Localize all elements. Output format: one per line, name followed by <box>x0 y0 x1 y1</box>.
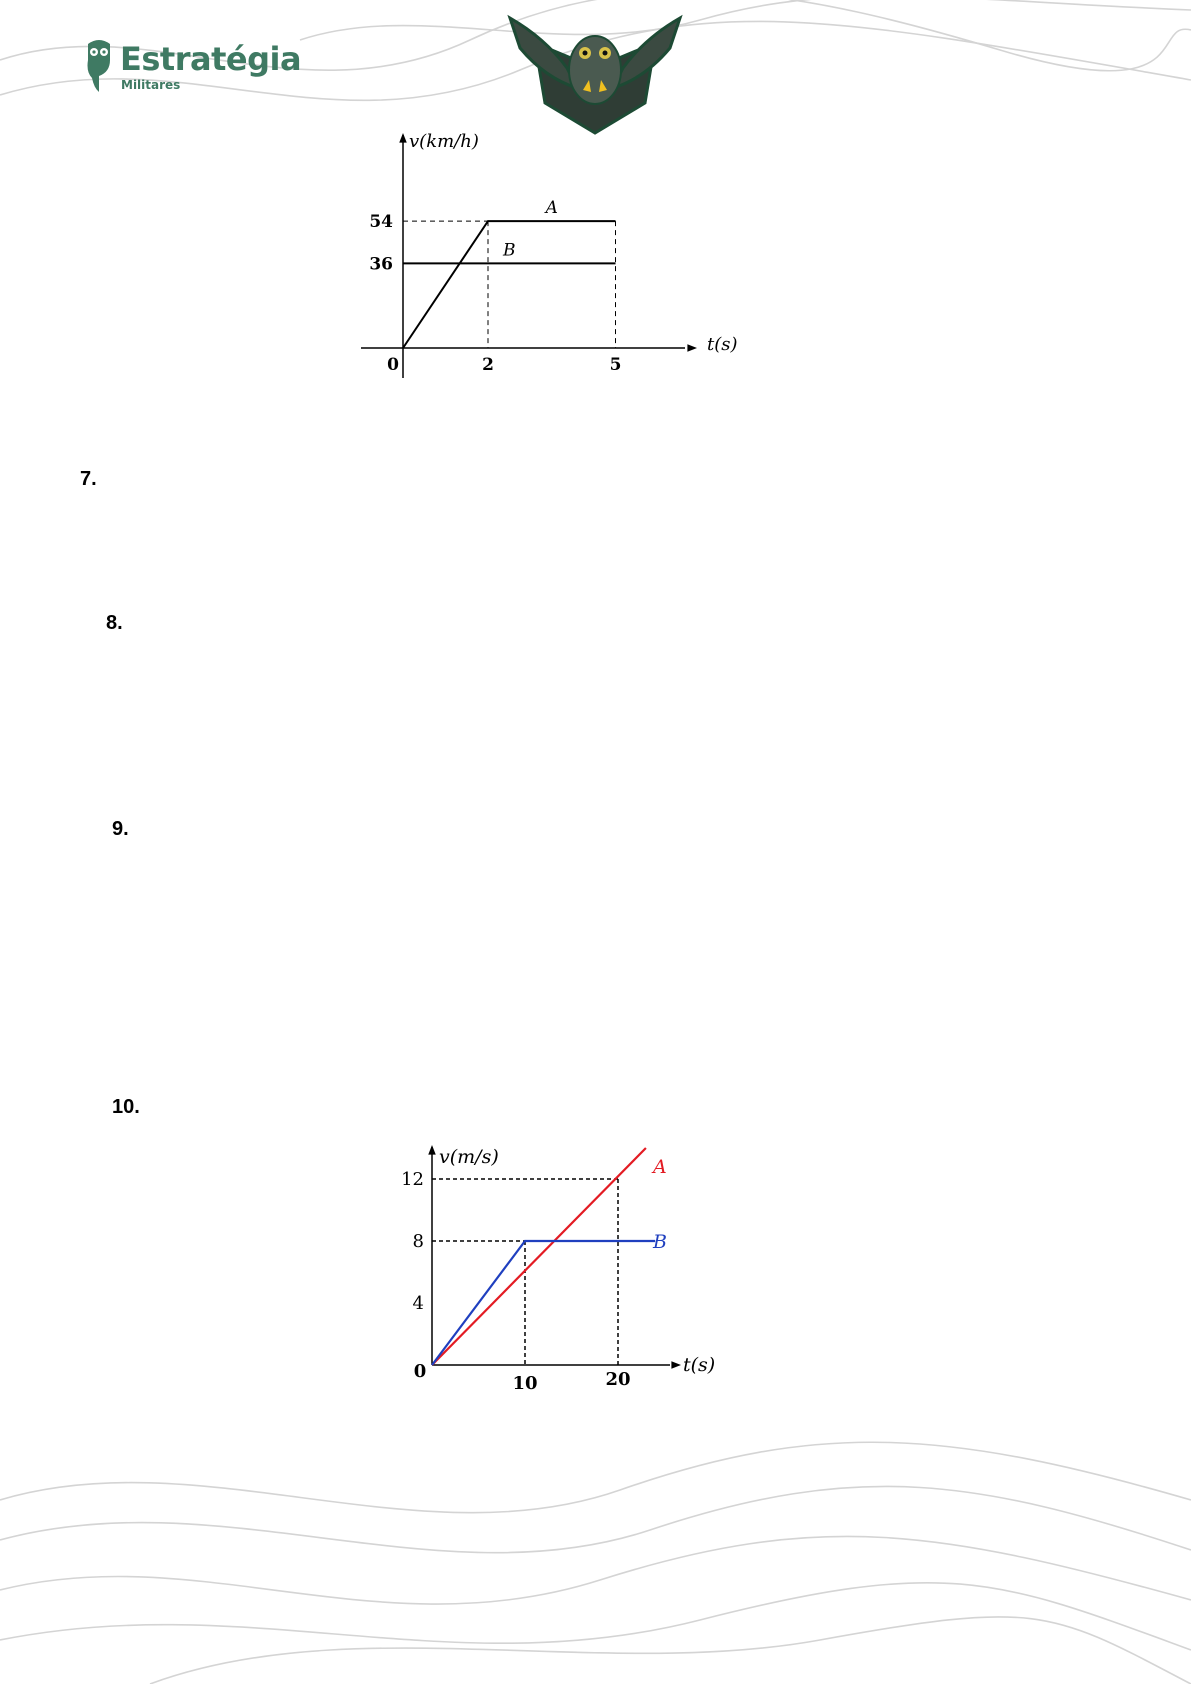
x-axis-arrow <box>687 344 697 352</box>
series-line-b <box>432 1241 655 1365</box>
series-label-b: B <box>503 240 516 261</box>
y-tick-label-12: 12 <box>401 1169 424 1190</box>
series-label-a: A <box>545 198 558 219</box>
question-number-7: 7. <box>80 468 97 490</box>
x-tick-label-2: 2 <box>482 355 494 375</box>
question-number-10: 10. <box>112 1096 140 1118</box>
x-axis-label: t(s) <box>683 1354 716 1376</box>
x-tick-label-5: 5 <box>609 355 622 375</box>
series-label-b: B <box>653 1231 667 1253</box>
x-tick-label-0: 0 <box>387 355 399 375</box>
y-tick-label-36: 36 <box>369 254 393 275</box>
y-axis-arrow <box>428 1145 436 1155</box>
brand-name: Estratégia <box>120 40 302 78</box>
velocity-chart-ms <box>385 1135 730 1395</box>
x-axis-arrow <box>671 1361 681 1369</box>
x-tick-label-0: 0 <box>413 1361 427 1382</box>
y-axis-label: v(km/h) <box>409 131 479 152</box>
brand-logo <box>84 38 304 98</box>
owl-emblem-icon <box>505 8 685 138</box>
velocity-chart-kmh <box>355 125 755 380</box>
brand-subtitle: Militares <box>121 78 181 92</box>
y-axis-label: v(m/s) <box>439 1146 499 1168</box>
question-number-9: 9. <box>112 818 129 840</box>
series-line-a <box>432 1148 646 1365</box>
y-axis-arrow <box>399 133 407 143</box>
y-tick-label-4: 4 <box>412 1293 424 1314</box>
y-tick-label-54: 54 <box>369 212 393 233</box>
x-tick-label-10: 10 <box>512 1373 538 1394</box>
owl-logo-icon <box>84 38 114 94</box>
x-tick-label-20: 20 <box>605 1369 631 1390</box>
series-label-a: A <box>653 1156 667 1178</box>
question-number-8: 8. <box>106 612 123 634</box>
x-axis-label: t(s) <box>707 334 738 355</box>
y-tick-label-8: 8 <box>412 1231 424 1252</box>
